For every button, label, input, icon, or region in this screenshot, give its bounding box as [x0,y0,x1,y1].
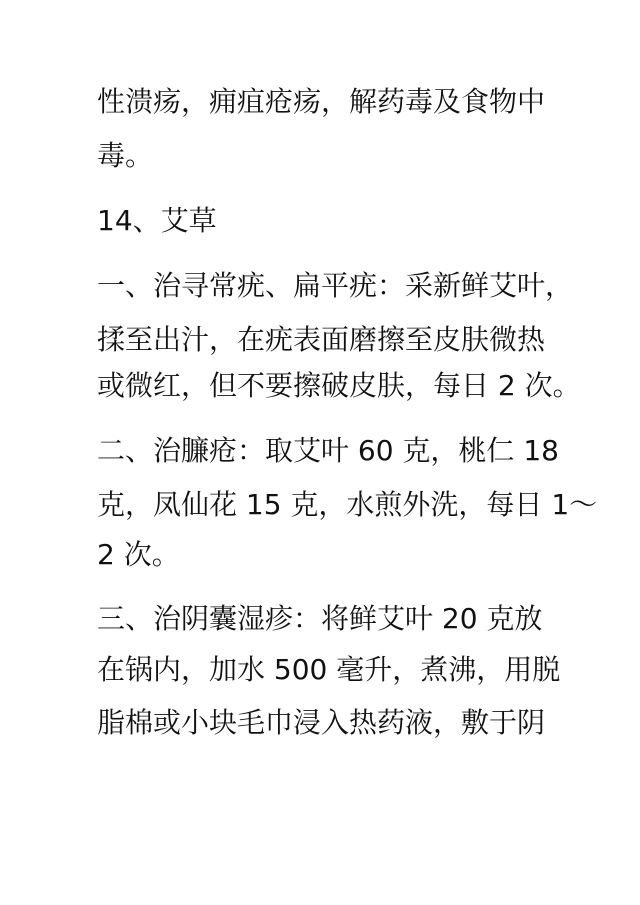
text-line: 或微红，但不要擦破皮肤，每日 2 次。 [97,369,581,402]
text-line: 脂棉或小块毛巾浸入热药液，敷于阴 [97,706,546,739]
text-line: 毒。 [97,139,154,172]
text-line: 二、治臁疮：取艾叶 60 克，桃仁 18 [97,434,559,467]
text-line: 一、治寻常疣、扁平疣：采新鲜艾叶， [97,269,574,302]
text-line: 在锅内，加水 500 毫升，煮沸，用脱 [97,653,561,686]
text-line: 克，凤仙花 15 克，水煎外洗，每日 1～ [97,488,598,521]
text-line: 揉至出汁，在疣表面磨擦至皮肤微热 [97,323,546,356]
section-heading: 14、艾草 [97,204,217,237]
text-line: 性溃疡，痈疽疮疡，解药毒及食物中 [97,85,546,118]
text-line: 三、治阴囊湿疹：将鲜艾叶 20 克放 [97,602,543,635]
text-line: 2 次。 [97,538,180,571]
